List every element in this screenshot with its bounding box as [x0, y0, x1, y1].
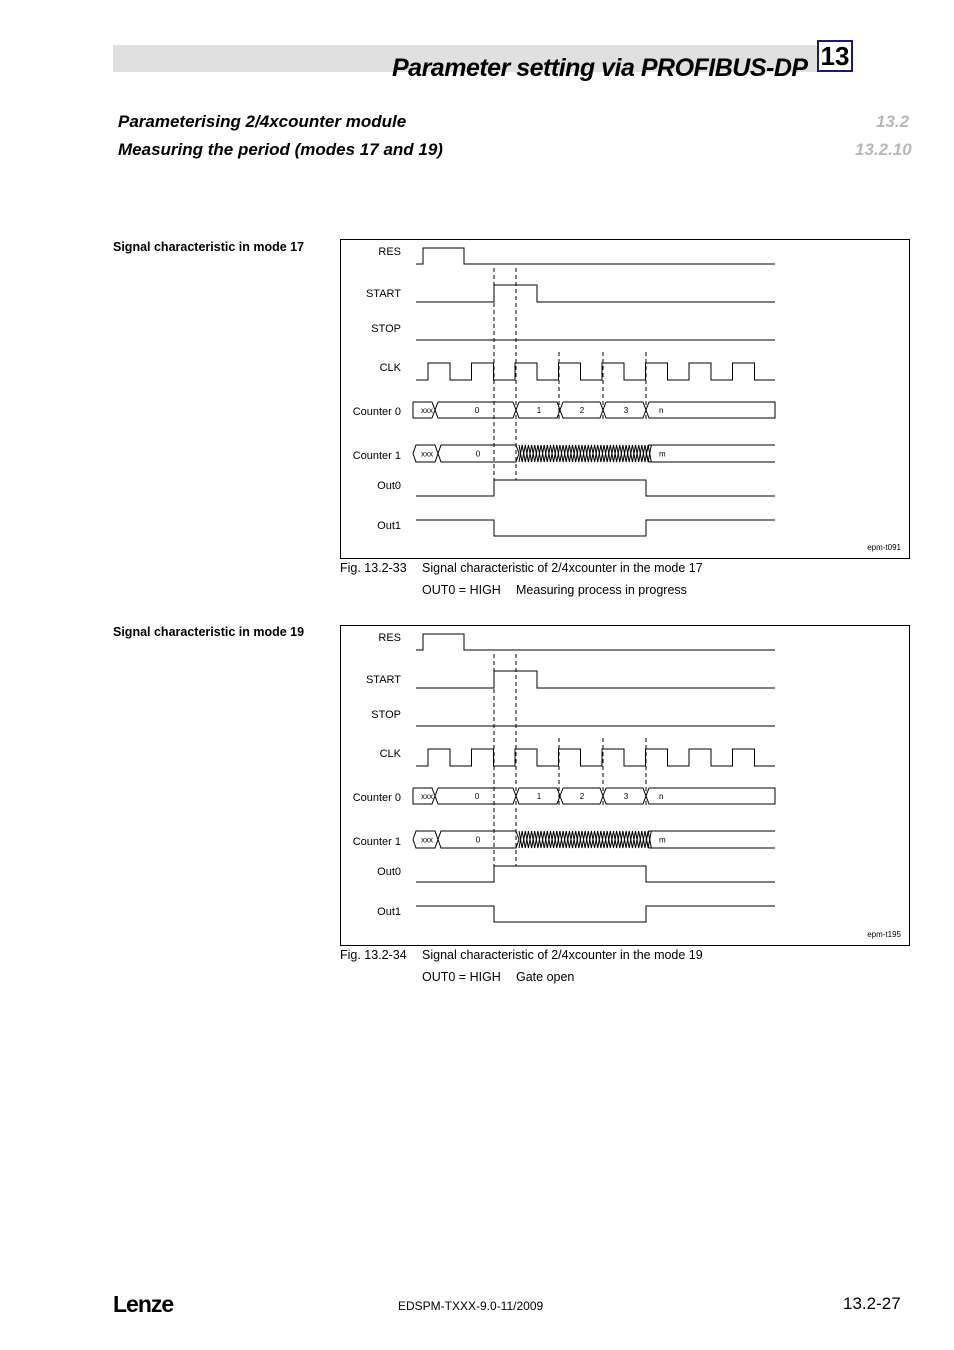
out0-waveform: [416, 480, 775, 496]
subheading-period: Measuring the period (modes 17 and 19): [118, 140, 443, 159]
subheading-module: Parameterising 2/4xcounter module: [118, 112, 407, 131]
legend-key-34: OUT0 = HIGH: [422, 970, 501, 984]
signal-label-counter0: Counter 0: [352, 406, 401, 418]
signal-label-out1: Out1: [377, 520, 401, 532]
counter0-value: 1: [536, 406, 542, 415]
signal-label-start: START: [365, 674, 401, 686]
signal-label-res: RES: [378, 632, 401, 644]
counter0-value: n: [659, 406, 664, 415]
counter0-bus-segment: [646, 788, 775, 804]
signal-label-stop: STOP: [371, 323, 401, 335]
figure-number-33: Fig. 13.2-33: [340, 561, 407, 575]
counter0-bus-segment: [646, 402, 775, 418]
counter1-value: m: [659, 449, 666, 459]
counter0-value: 0: [474, 406, 480, 415]
signal-label-counter0: Counter 0: [352, 792, 401, 804]
page-number: 13.2-27: [843, 1294, 901, 1313]
lenze-logo: Lenze: [113, 1291, 174, 1317]
counter1-value: 0: [475, 449, 481, 459]
legend-text-33: Measuring process in progress: [516, 583, 687, 597]
side-label-mode17: Signal characteristic in mode 17: [113, 240, 305, 254]
page-title: Parameter setting via PROFIBUS-DP: [392, 54, 808, 82]
figure-image-id: epm-t195: [867, 930, 901, 939]
timing-diagram-mode17: [340, 239, 910, 559]
counter0-value: n: [659, 792, 664, 801]
signal-label-clk: CLK: [379, 748, 401, 760]
clk-waveform: [416, 749, 775, 766]
out1-waveform: [416, 906, 775, 922]
section-number-period: 13.2.10: [855, 140, 912, 159]
counter1-value: 0: [475, 835, 481, 845]
start-waveform: [416, 285, 775, 302]
signal-label-out1: Out1: [377, 906, 401, 918]
counter1-value: xxx: [421, 449, 433, 459]
timing-diagram-svg: [341, 626, 909, 945]
document-id: EDSPM-TXXX-9.0-11/2009: [398, 1299, 544, 1313]
section-number-module: 13.2: [876, 112, 910, 131]
legend-text-34: Gate open: [516, 970, 575, 984]
signal-label-start: START: [365, 288, 401, 300]
out1-waveform: [416, 520, 775, 536]
out0-waveform: [416, 866, 775, 882]
figure-caption-33: Signal characteristic of 2/4xcounter in the mode 17: [422, 561, 703, 575]
signal-label-res: RES: [378, 246, 401, 258]
counter1-value: xxx: [421, 835, 433, 845]
timing-diagram-mode19: [340, 625, 910, 946]
side-label-mode19: Signal characteristic in mode 19: [113, 625, 305, 639]
start-waveform: [416, 671, 775, 688]
counter0-value: xxx: [421, 792, 433, 801]
counter1-value: m: [659, 835, 666, 845]
counter0-value: 0: [474, 792, 480, 801]
figure-caption-34: Signal characteristic of 2/4xcounter in the mode 19: [422, 948, 703, 962]
counter0-value: 2: [579, 792, 585, 801]
counter0-value: 1: [536, 792, 542, 801]
clk-waveform: [416, 363, 775, 380]
timing-diagram-svg: [341, 240, 909, 558]
counter0-value: 2: [579, 406, 585, 415]
figure-number-34: Fig. 13.2-34: [340, 948, 407, 962]
signal-label-out0: Out0: [377, 480, 401, 492]
legend-key-33: OUT0 = HIGH: [422, 583, 501, 597]
counter0-value: 3: [623, 792, 629, 801]
figure-image-id: epm-t091: [867, 543, 901, 552]
signal-label-counter1: Counter 1: [352, 450, 401, 462]
counter0-value: 3: [623, 406, 629, 415]
signal-label-counter1: Counter 1: [352, 836, 401, 848]
signal-label-out0: Out0: [377, 866, 401, 878]
res-waveform: [416, 248, 775, 264]
signal-label-clk: CLK: [379, 362, 401, 374]
res-waveform: [416, 634, 775, 650]
counter0-value: xxx: [421, 406, 433, 415]
chapter-number-box: 13: [817, 40, 853, 72]
signal-label-stop: STOP: [371, 709, 401, 721]
